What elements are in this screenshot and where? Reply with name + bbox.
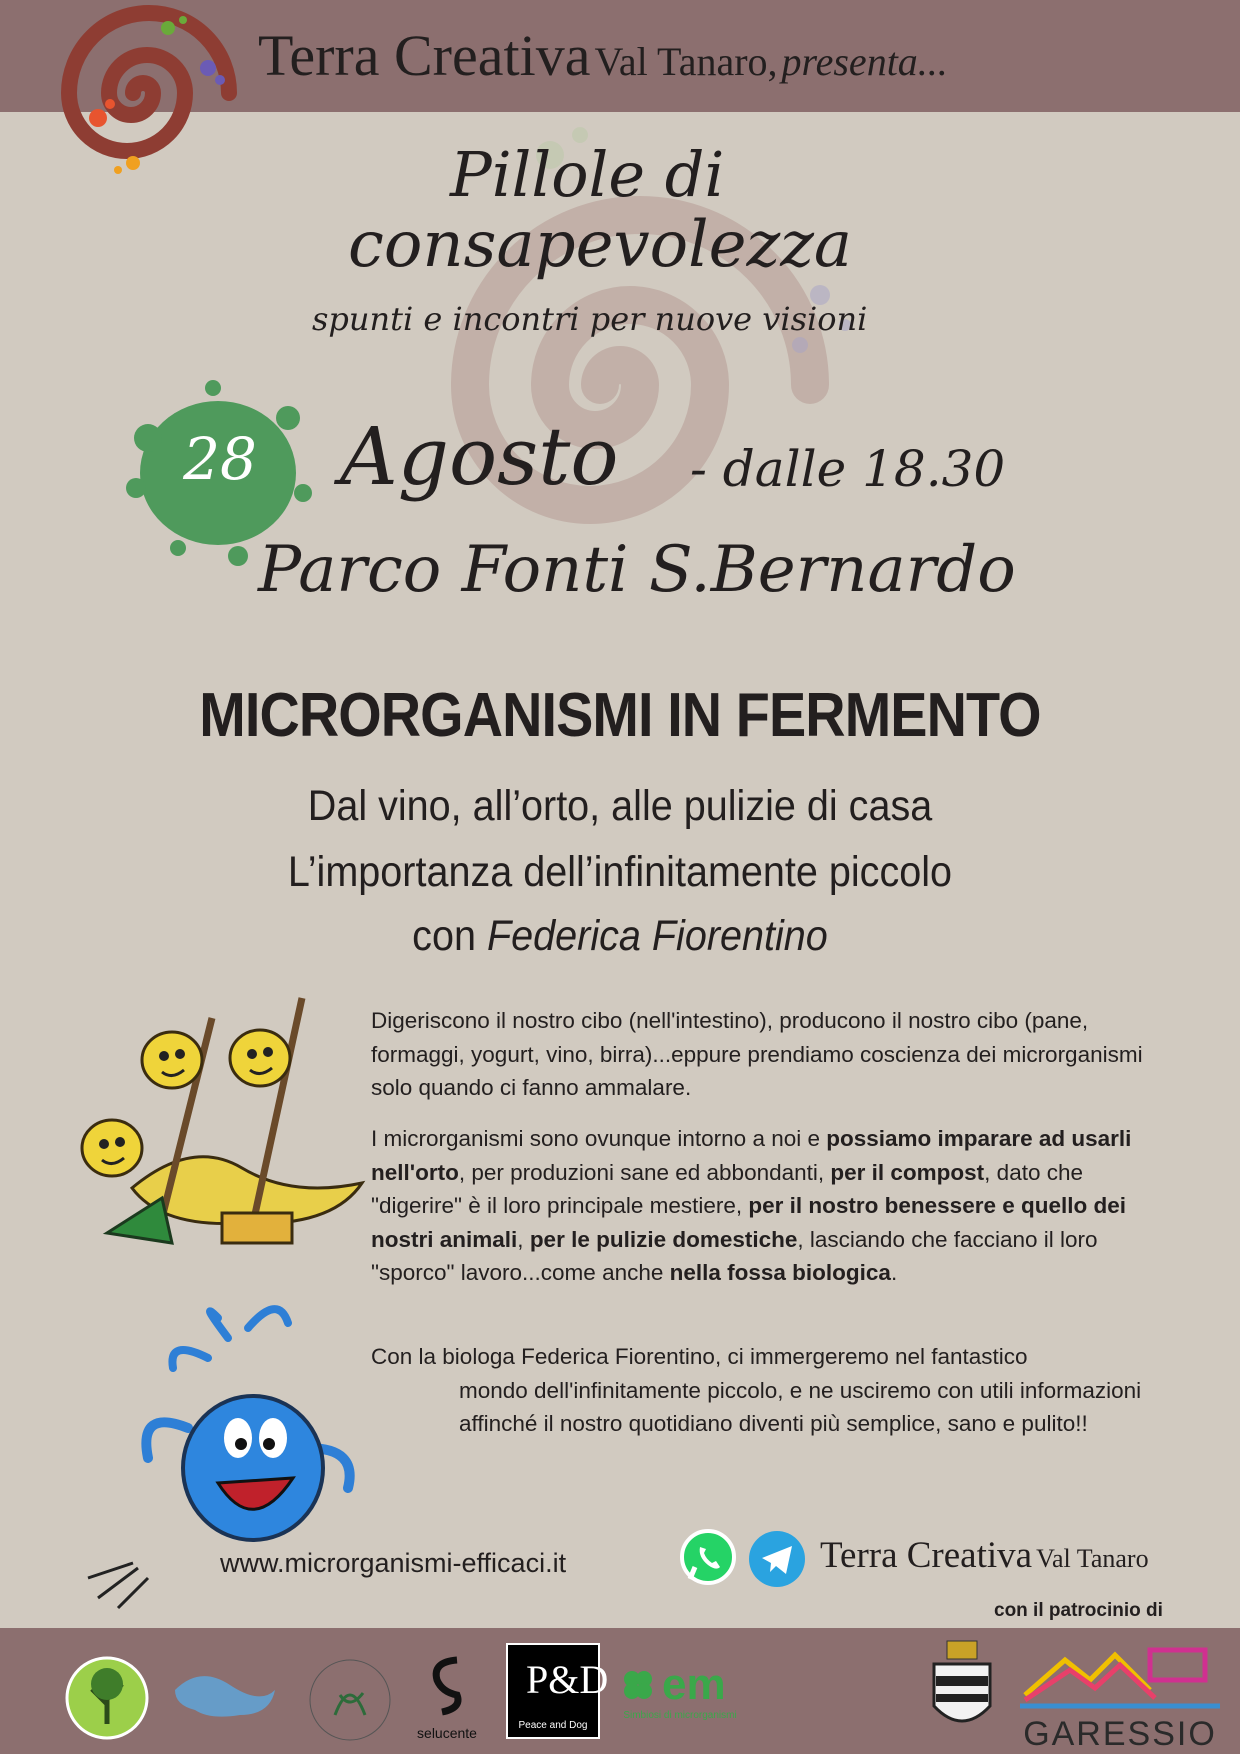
website-link[interactable]: www.microrganismi-efficaci.it	[220, 1548, 567, 1578]
garessio-mountains-icon	[1020, 1640, 1220, 1710]
p2-bold-pulizie: per le pulizie domestiche	[529, 1226, 798, 1252]
garessio-label: GARESSIO	[1023, 1715, 1217, 1753]
event-time: - dalle 18.30	[690, 440, 1006, 498]
series-subtitle: spunti e incontri per nuove visioni	[312, 300, 868, 338]
whatsapp-icon[interactable]	[678, 1527, 738, 1587]
em-sub-label: Simbiosi di microrganismi	[623, 1710, 737, 1721]
p2-text-e: , dato che "digerire" è il loro principale mestiere,	[371, 1159, 1083, 1218]
header-title	[258, 22, 948, 89]
event-place: Parco Fonti S.Bernardo	[258, 533, 1016, 607]
footer-brand-main: Terra Creativa	[820, 1535, 1033, 1576]
series-title-line1: Pillole di	[450, 138, 725, 211]
p2-text-k: .	[890, 1260, 898, 1285]
telegram-icon[interactable]	[748, 1530, 806, 1588]
p2-bold-compost: per il compost	[830, 1159, 985, 1185]
cleaning-microbes-illustration	[72, 988, 372, 1268]
clover-icon	[620, 1667, 656, 1703]
peace-and-dog-logo	[506, 1643, 609, 1739]
p3-rest: mondo dell'infinitamente piccolo, e ne usciremo con utili informazioni affinché il nostro quotidiano diventi più semplice, sano e pulito!!	[459, 1377, 1142, 1436]
p2-bold-fossa: nella fossa biologica	[669, 1260, 891, 1285]
brand-main: Terra Creativa	[258, 23, 591, 88]
event-month: Agosto	[340, 410, 619, 503]
em-label: em	[662, 1660, 726, 1709]
p2-text-i: , lasciando che facciano il loro "sporco" lavoro...come anche	[371, 1226, 1098, 1285]
paragraph-uses	[371, 1122, 1151, 1290]
selucente-label: selucente	[417, 1725, 477, 1741]
tree-association-logo	[62, 1654, 152, 1742]
p2-text-a: I microrganismi sono ovunque intorno a noi e	[371, 1126, 827, 1151]
em-logo	[620, 1660, 740, 1740]
presenta-text: presenta...	[781, 39, 948, 84]
peace-dog-label: Peace and Dog	[518, 1720, 588, 1731]
paragraph-intro: Digeriscono il nostro cibo (nell'intestino), producono il nostro cibo (pane, formaggi, yogurt, vino, birra)...eppure prendiamo coscienza dei microrganismi solo quando ci fanno ammalare.	[371, 1008, 1143, 1100]
subheading-line2: L’importanza dell’infinitamente piccolo	[287, 848, 953, 896]
p3-first-line: Con la biologa Federica Fiorentino, ci immergeremo nel fantastico	[371, 1344, 1028, 1369]
event-day: 28	[183, 425, 257, 493]
svg-text:P&D: P&D	[526, 1657, 609, 1702]
watercolor-lake-logo	[170, 1655, 280, 1745]
selucente-logo	[412, 1650, 482, 1750]
footer-brand-sub: Val Tanaro	[1036, 1544, 1149, 1573]
speaker-name: Federica Fiorentino	[486, 912, 828, 960]
footer-brand	[820, 1534, 1149, 1577]
headline: MICRORGANISMI IN FERMENTO	[199, 681, 1041, 750]
subheading-line1: Dal vino, all’orto, alle pulizie di casa	[307, 782, 933, 830]
subheading-line3	[50, 912, 1191, 961]
brand-sub: Val Tanaro,	[594, 39, 778, 84]
selucente-s-icon	[412, 1650, 482, 1720]
peace-dog-icon	[508, 1645, 609, 1715]
p2-text-c: , per produzioni sane ed abbondanti,	[458, 1159, 831, 1185]
series-title-line2: consapevolezza	[348, 208, 853, 282]
speaker-prefix: con	[412, 912, 476, 960]
p2-bold-benessere: per il nostro benessere e quello dei nostri animali	[371, 1193, 1127, 1252]
p2-bold-orto: possiamo imparare ad usarli nell'orto	[371, 1126, 1132, 1185]
paragraph-speaker	[371, 1340, 1151, 1441]
patronage-label: con il patrocinio di	[994, 1600, 1163, 1621]
terra-creativa-swirl-logo	[48, 8, 258, 188]
garessio-coat-of-arms-icon	[922, 1636, 1002, 1746]
garessio-logo	[1020, 1640, 1220, 1753]
naturopata-carlotta-logo	[305, 1655, 395, 1745]
p2-text-g: ,	[517, 1226, 530, 1252]
